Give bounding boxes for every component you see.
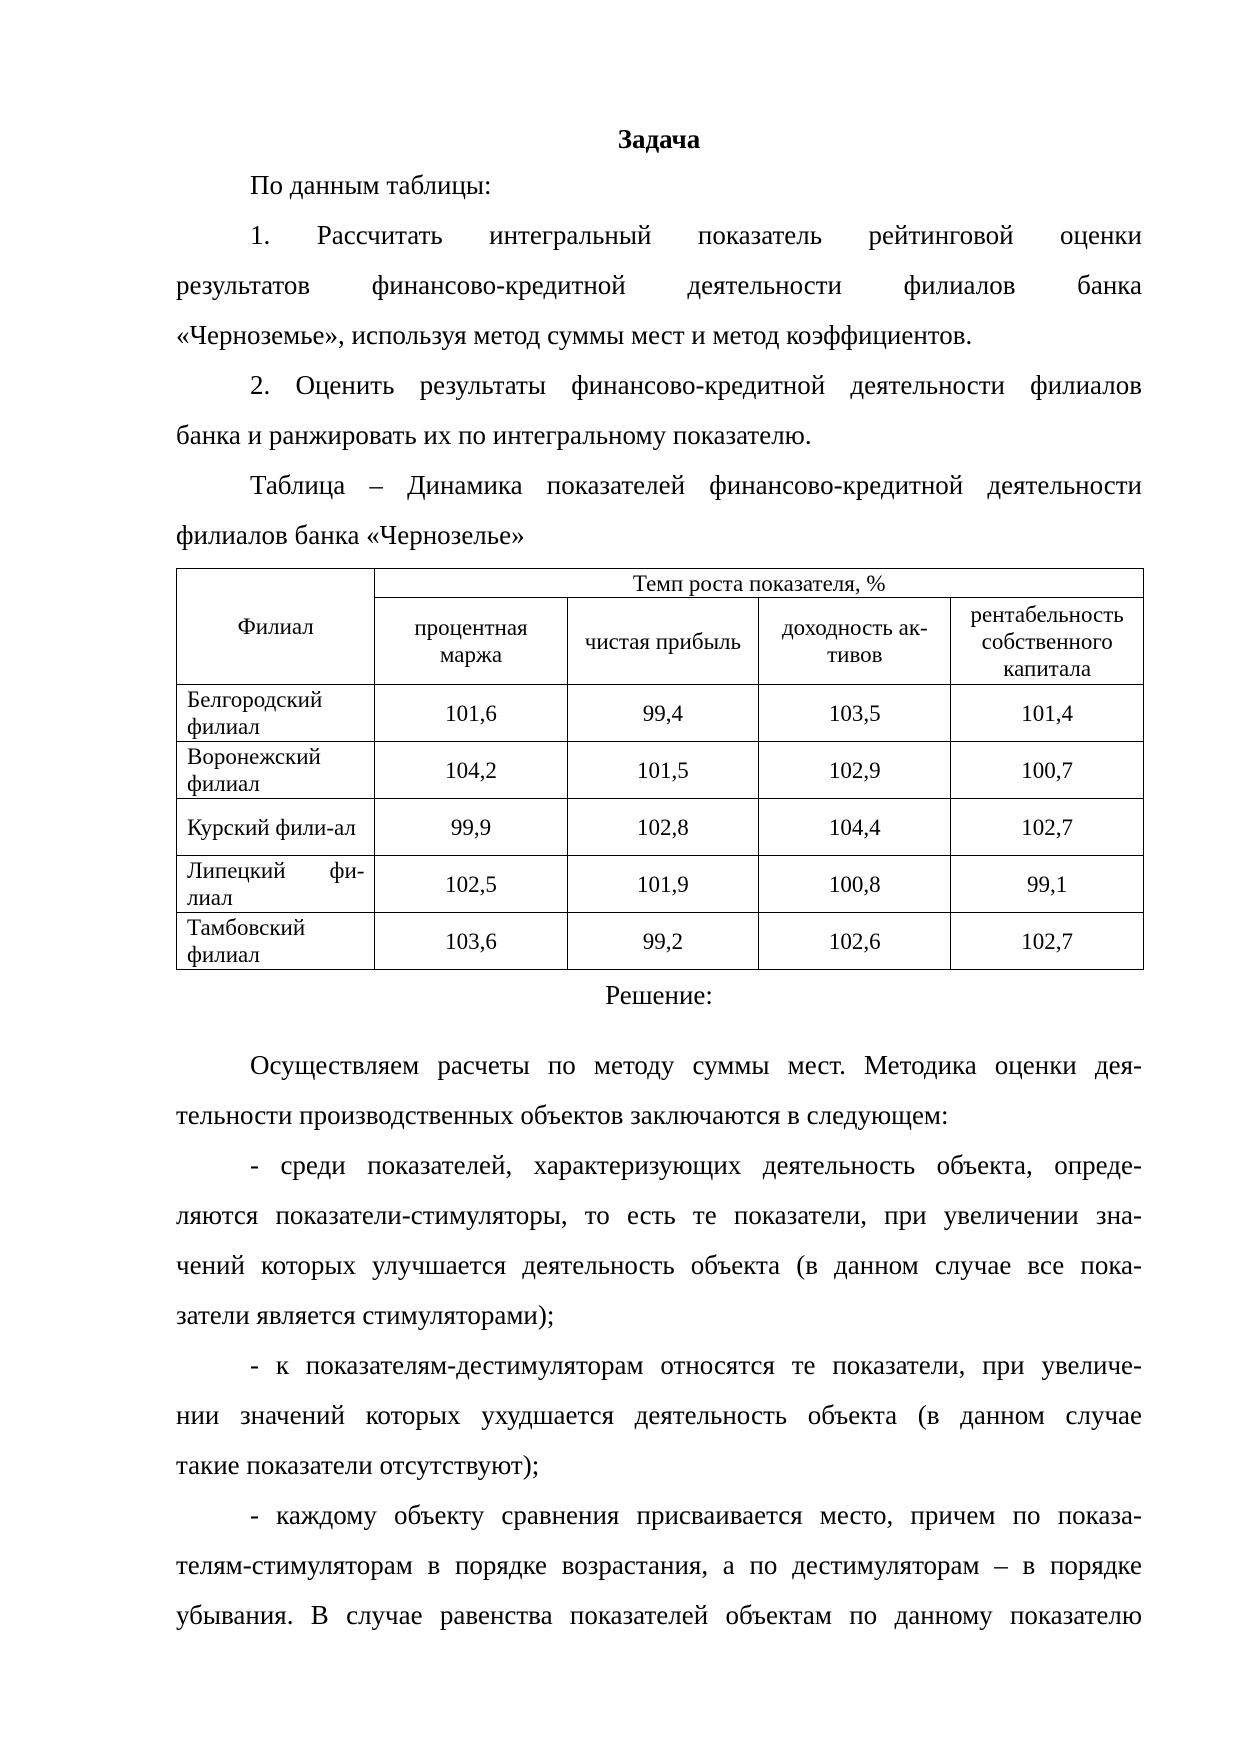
table-cell: 104,2 [375,742,567,799]
table-cell: 102,8 [567,799,759,856]
table-cell: 102,9 [759,742,951,799]
table-row [177,742,1144,799]
table-cell: 102,7 [951,913,1144,970]
column-header-return-on-assets: доходность ак-тивов [759,598,951,685]
table-caption-line2: филиалов банка «Чернозелье» [176,520,525,550]
branch-name: Курский фили-ал [177,799,375,856]
column-header-interest-margin: процентная маржа [375,598,567,685]
intro-text: По данным таблицы: [250,170,492,200]
table-cell: 103,5 [759,685,951,742]
branch-column-header: Филиал [177,569,375,685]
table-cell: 99,9 [375,799,567,856]
table-row [177,685,1144,742]
table-cell: 99,2 [567,913,759,970]
body-p3-line1: - к показателям-дестимуляторам относятся те показатели, при увеличе- [250,1350,1142,1380]
table-cell: 100,8 [759,856,951,913]
body-p4-line2: телям-стимуляторам в порядке возрастания, а по дестимуляторам – в порядке [176,1550,1142,1580]
table-cell: 102,5 [375,856,567,913]
table-cell: 101,6 [375,685,567,742]
table-cell: 99,4 [567,685,759,742]
growth-rate-group-header: Темп роста показателя, % [375,569,1144,598]
table-row [177,799,1144,856]
solution-heading: Решение: [605,980,713,1010]
body-p2-line2: ляются показатели-стимуляторы, то есть те показатели, при увеличении зна- [176,1200,1142,1230]
table-cell: 101,5 [567,742,759,799]
branch-name: Тамбовский филиал [177,913,375,970]
table-cell: 101,4 [951,685,1144,742]
task1-line2: результатов финансово-кредитной деятельности филиалов банка [176,270,1142,300]
column-header-return-on-equity: рентабельность собственного капитала [951,598,1144,685]
body-p1-line1: Осуществляем расчеты по методу суммы мест. Методика оценки дея- [250,1050,1142,1080]
task1-line3: «Черноземье», используя метод суммы мест и метод коэффициентов. [176,320,973,350]
table-cell: 99,1 [951,856,1144,913]
table-cell: 104,4 [759,799,951,856]
body-p2-line1: - среди показателей, характеризующих деятельность объекта, опреде- [250,1150,1142,1180]
task2-line2: банка и ранжировать их по интегральному показателю. [176,420,812,450]
branch-indicators-table [176,568,1144,970]
body-p4-line3: убывания. В случае равенства показателей объектам по данному показателю [176,1600,1142,1630]
table-caption-line1: Таблица – Динамика показателей финансово-кредитной деятельности [250,470,1142,500]
body-p2-line4: затели является стимуляторами); [176,1300,555,1330]
table-cell: 103,6 [375,913,567,970]
column-header-net-profit: чистая прибыль [567,598,759,685]
branch-name: Белгородский филиал [177,685,375,742]
body-p3-line2: нии значений которых ухудшается деятельность объекта (в данном случае [176,1400,1142,1430]
table-row [177,856,1144,913]
table-cell: 102,6 [759,913,951,970]
branch-name: Липецкий фи-лиал [177,856,375,913]
task2-line1: 2. Оценить результаты финансово-кредитной деятельности филиалов [250,370,1142,400]
body-p2-line3: чений которых улучшается деятельность объекта (в данном случае все пока- [176,1250,1142,1280]
page-title: Задача [617,124,701,154]
table-cell: 102,7 [951,799,1144,856]
body-p1-line2: тельности производственных объектов заключаются в следующем: [176,1100,949,1130]
table-cell: 100,7 [951,742,1144,799]
body-p4-line1: - каждому объекту сравнения присваивается место, причем по показа- [250,1500,1142,1530]
branch-name: Воронежский филиал [177,742,375,799]
body-p3-line3: такие показатели отсутствуют); [176,1450,540,1480]
table-cell: 101,9 [567,856,759,913]
table-row [177,913,1144,970]
task1-line1: 1. Рассчитать интегральный показатель рейтинговой оценки [250,220,1142,250]
